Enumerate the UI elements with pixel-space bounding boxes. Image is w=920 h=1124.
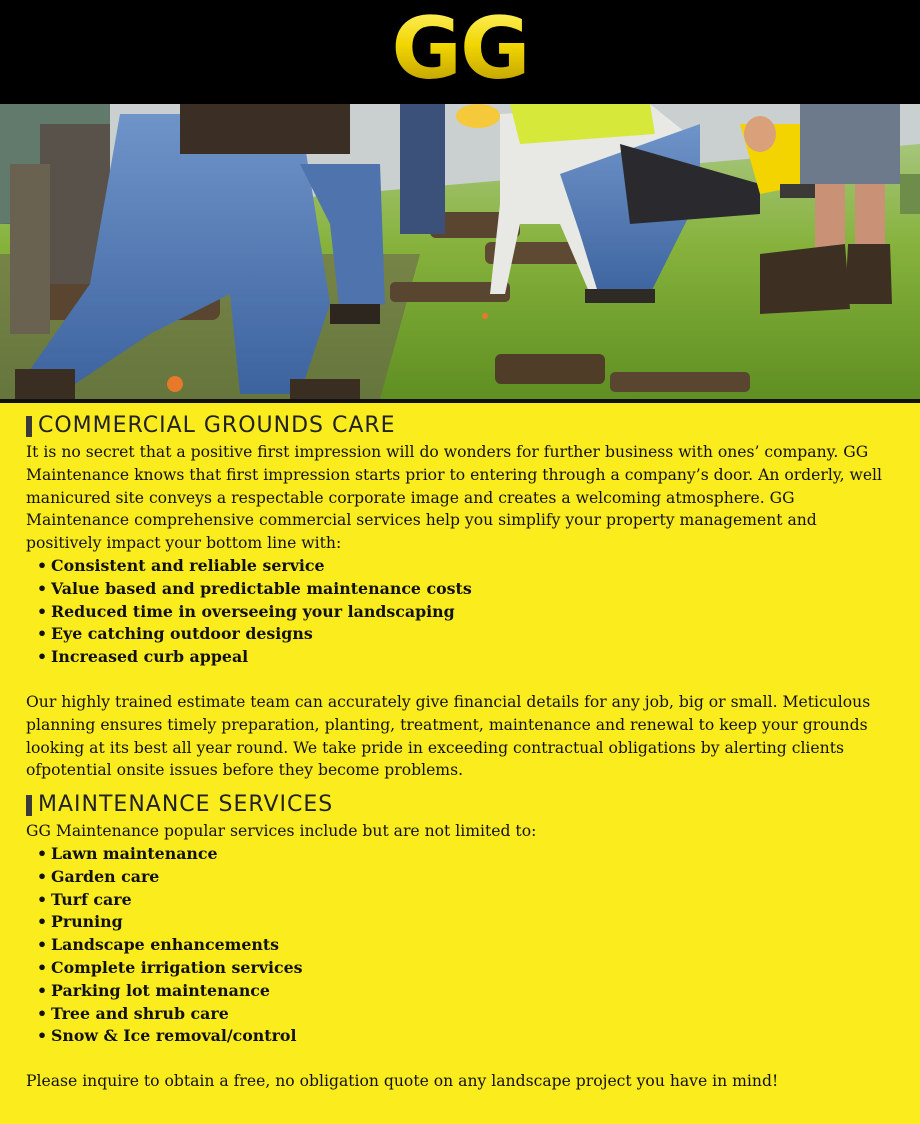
maintenance-services-list	[26, 843, 890, 1048]
heading-bar-icon	[26, 795, 32, 816]
estimate-paragraph: Our highly trained estimate team can accurately give financial details for any job, big or small. Meticulous planning ensures timely preparation, planting, treatment, maintenance and renewal to keep your grounds looking at its best all year round. We take pride in exceeding contractual obligations by alerting clients ofpotential onsite issues before they become problems.	[26, 692, 871, 780]
list-item: • Lawn maintenance	[37, 843, 890, 866]
commercial-intro: It is no secret that a positive first impression will do wonders for further business with ones’ company. GG Maintenance knows that first impression starts prior to entering through a company’s door. An orderly, well manicured site conveys a respectable corporate image and creates a welcoming atmosphere. GG Maintenance comprehensive commercial services help you simplify your property management and positively impact your bottom line with:	[26, 443, 883, 553]
commercial-heading-text: COMMERCIAL GROUNDS CARE	[38, 413, 396, 438]
maintenance-heading-text: MAINTENANCE SERVICES	[38, 792, 334, 818]
maintenance-heading	[26, 792, 890, 818]
list-item: • Consistent and reliable service	[37, 555, 890, 578]
list-item: • Increased curb appeal	[37, 646, 890, 669]
list-item: • Complete irrigation services	[37, 957, 890, 980]
maintenance-intro: GG Maintenance popular services include but are not limited to:	[26, 822, 537, 841]
commercial-benefits-list	[26, 555, 890, 669]
sod-laying-illustration	[0, 104, 920, 399]
commercial-heading	[26, 413, 890, 439]
list-item: • Garden care	[37, 866, 890, 889]
spacer	[26, 669, 890, 691]
list-item: • Turf care	[37, 889, 890, 912]
hero-photo	[0, 104, 920, 403]
page-header	[0, 0, 920, 104]
list-item: • Eye catching outdoor designs	[37, 623, 890, 646]
heading-bar-icon	[26, 416, 32, 437]
gg-logo: GG	[391, 0, 529, 99]
closing-paragraph: Please inquire to obtain a free, no obligation quote on any landscape project you have in mind!	[26, 1072, 779, 1091]
spacer	[26, 782, 890, 792]
list-item: • Tree and shrub care	[37, 1003, 890, 1026]
list-item: • Parking lot maintenance	[37, 980, 890, 1003]
list-item: • Value based and predictable maintenance costs	[37, 578, 890, 601]
main-content	[0, 403, 920, 1093]
list-item: • Reduced time in overseeing your landscaping	[37, 601, 890, 624]
list-item: • Landscape enhancements	[37, 934, 890, 957]
spacer	[26, 1048, 890, 1070]
list-item: • Pruning	[37, 911, 890, 934]
list-item: • Snow & Ice removal/control	[37, 1025, 890, 1048]
